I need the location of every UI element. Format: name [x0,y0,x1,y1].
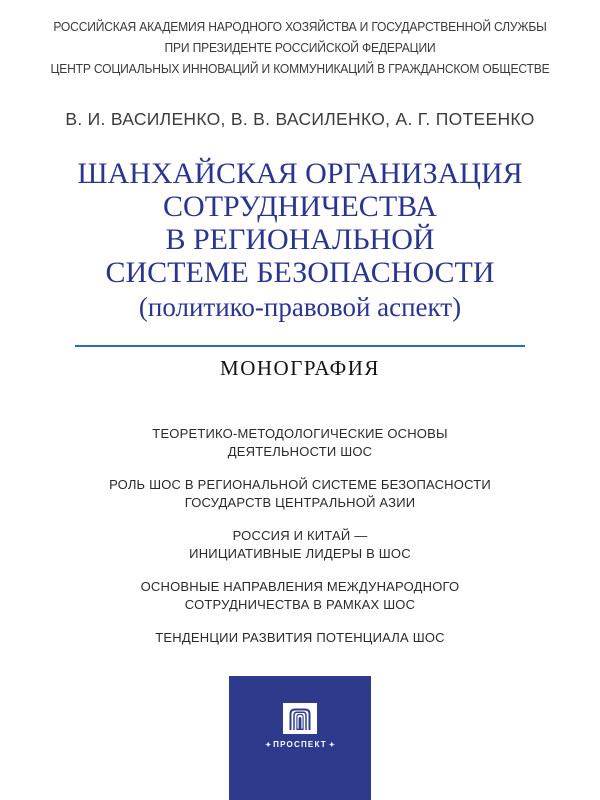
horizontal-rule [75,345,525,347]
topic-line: ТЕНДЕНЦИИ РАЗВИТИЯ ПОТЕНЦИАЛА ШОС [155,630,445,645]
topic-line: ДЕЯТЕЛЬНОСТИ ШОС [227,444,373,459]
authors-line: В. И. ВАСИЛЕНКО, В. В. ВАСИЛЕНКО, А. Г. ПОТЕЕНКО [65,109,535,129]
publisher-name-text: ПРОСПЕКТ [273,740,327,749]
book-title [0,157,600,325]
publisher-name [229,740,371,749]
topic-line: РОССИЯ И КИТАЙ — [232,528,368,543]
topic-item [0,476,600,512]
topic-line: ОСНОВНЫЕ НАПРАВЛЕНИЯ МЕЖДУНАРОДНОГО [140,579,460,594]
institution-line: ПРИ ПРЕЗИДЕНТЕ РОССИЙСКОЙ ФЕДЕРАЦИИ [164,40,436,55]
topic-line: ГОСУДАРСТВ ЦЕНТРАЛЬНОЙ АЗИИ [184,495,416,510]
institution-line: ЦЕНТР СОЦИАЛЬНЫХ ИННОВАЦИЙ И КОММУНИКАЦИЙ В ГРАЖДАНСКОМ ОБЩЕСТВЕ [50,61,550,76]
institution-line: РОССИЙСКАЯ АКАДЕМИЯ НАРОДНОГО ХОЗЯЙСТВА И ГОСУДАРСТВЕННОЙ СЛУЖБЫ [53,19,547,34]
topic-item [0,425,600,461]
prospekt-gate-icon [283,703,317,734]
institution-header [21,0,579,79]
topic-line: СОТРУДНИЧЕСТВА В РАМКАХ ШОС [184,597,416,612]
title-line: В РЕГИОНАЛЬНОЙ [165,223,435,256]
topic-line: РОЛЬ ШОС В РЕГИОНАЛЬНОЙ СИСТЕМЕ БЕЗОПАСНОСТИ [109,477,491,492]
title-line: СИСТЕМЕ БЕЗОПАСНОСТИ [105,256,495,289]
title-subtitle: (политико-правовой аспект) [138,292,462,322]
topics-list [0,425,600,647]
title-line: СОТРУДНИЧЕСТВА [163,190,437,223]
topic-item [0,527,600,563]
diamond-bullet-icon: ✦ [328,742,335,749]
topic-line: ИНИЦИАТИВНЫЕ ЛИДЕРЫ В ШОС [189,546,411,561]
topic-item [0,629,600,647]
edition-type-label: МОНОГРАФИЯ [220,356,380,380]
topic-item [0,578,600,614]
title-line: ШАНХАЙСКАЯ ОРГАНИЗАЦИЯ [77,157,523,190]
topic-line: ТЕОРЕТИКО-МЕТОДОЛОГИЧЕСКИЕ ОСНОВЫ [152,426,448,441]
diamond-bullet-icon: ✦ [265,742,272,749]
publisher-logo-square [229,676,371,800]
